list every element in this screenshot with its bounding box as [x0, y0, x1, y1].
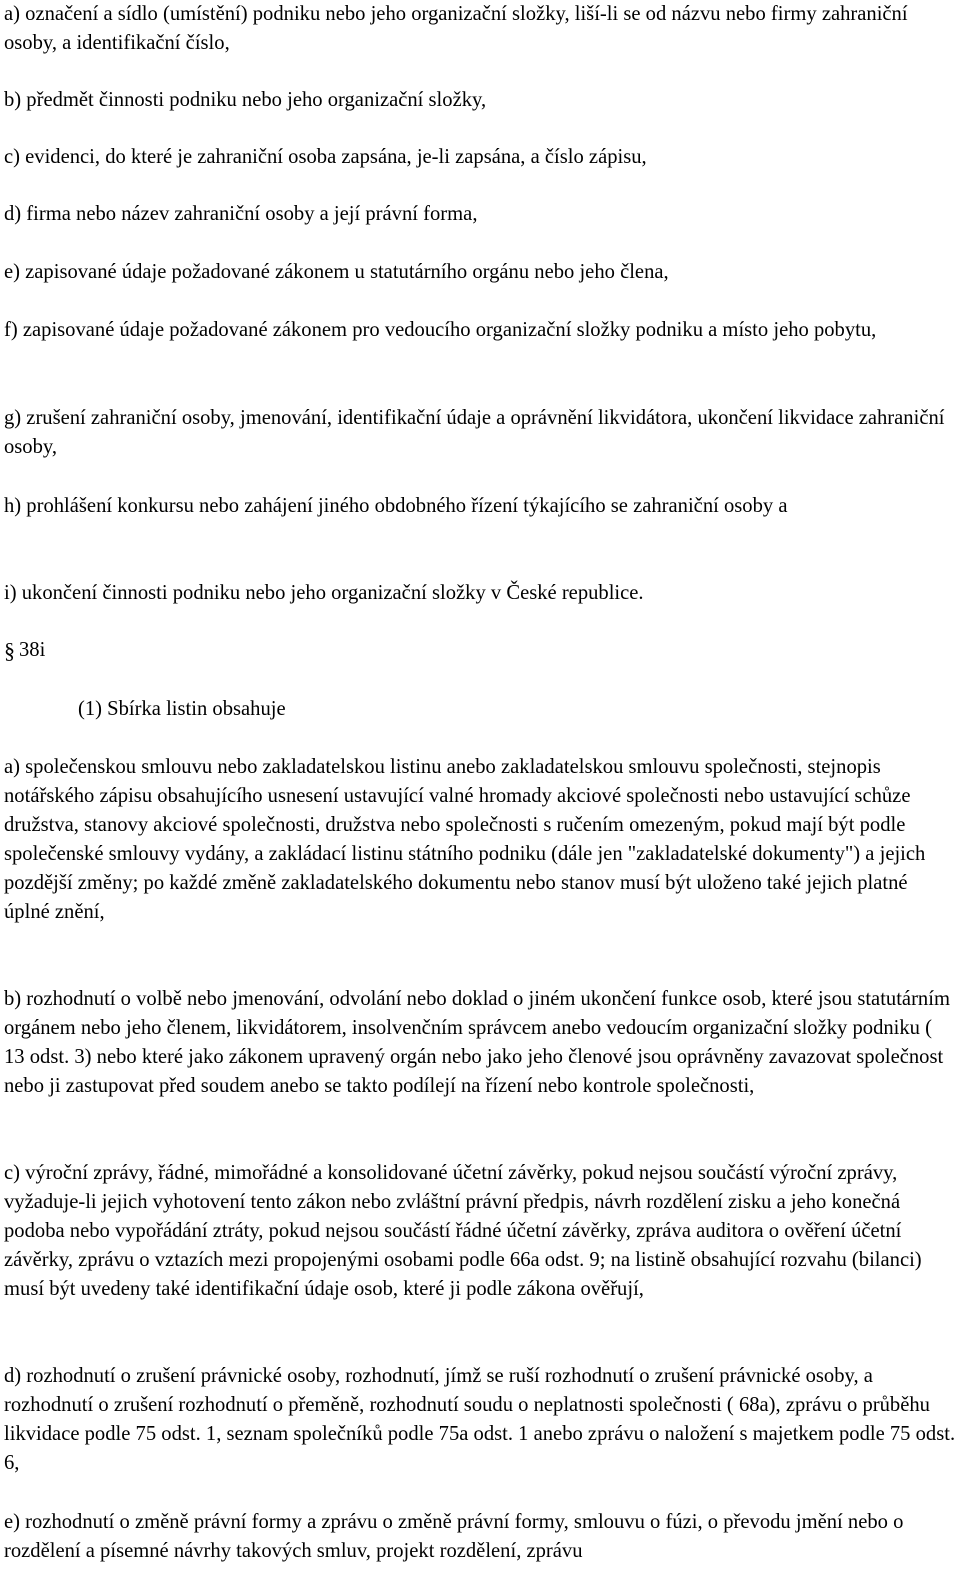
- paragraph-subheading: (1) Sbírka listin obsahuje: [78, 698, 286, 720]
- list-item-e: e) rozhodnutí o změně právní formy a zprávu o změně právní formy, smlouvu o fúzi, o převodu jmění nebo o rozdělení a písemné návrhy takových smluv, projekt rozdělení, zprávu: [4, 1511, 904, 1562]
- section-symbol: §: [4, 638, 15, 663]
- list-item-a: a) označení a sídlo (umístění) podniku nebo jeho organizační složky, liší-li se od názvu nebo firmy zahraniční osoby, a identifikační číslo,: [4, 3, 908, 54]
- list-item-b: b) předmět činnosti podniku nebo jeho organizační složky,: [4, 89, 487, 111]
- list-item-a: a) společenskou smlouvu nebo zakladatelskou listinu anebo zakladatelskou smlouvu společnosti, stejnopis notářského zápisu obsahujícího usnesení ustavující valné hromady akciové společnosti nebo ustavující schůze družstva, stanovy akciové společnosti, družstva nebo společnosti s ručením omezeným, pokud mají být podle společenské smlouvy vydány, a zakládací listinu státního podniku (dále jen "zakladatelské dokumenty") a jejich pozdější změny; po každé změně zakladatelského dokumentu nebo stanov musí být uloženo také jejich platné úplné znění,: [4, 756, 926, 923]
- list-item-g: g) zrušení zahraniční osoby, jmenování, identifikační údaje a oprávnění likvidátora, ukončení likvidace zahraniční osoby,: [4, 407, 945, 458]
- list-item-f: f) zapisované údaje požadované zákonem pro vedoucího organizační složky podniku a místo jeho pobytu,: [4, 319, 877, 341]
- section-heading: [4, 636, 45, 665]
- list-item-d: d) rozhodnutí o zrušení právnické osoby, rozhodnutí, jímž se ruší rozhodnutí o zrušení právnické osoby, a rozhodnutí o zrušení rozhodnutí o přeměně, rozhodnutí soudu o neplatnosti společnosti ( 68a), zprávu o průběhu likvidace podle 75 odst. 1, seznam společníků podle 75a odst. 1 anebo zprávu o naložení s majetkem podle 75 odst. 6,: [4, 1365, 956, 1474]
- list-item-e: e) zapisované údaje požadované zákonem u statutárního orgánu nebo jeho člena,: [4, 261, 669, 283]
- list-item-c: c) výroční zprávy, řádné, mimořádné a konsolidované účetní závěrky, pokud nejsou součástí výroční zprávy, vyžaduje-li jejich vyhotovení tento zákon nebo zvláštní právní předpis, návrh rozdělení zisku a jeho konečná podoba nebo vypořádání ztráty, pokud nejsou součástí řádné účetní závěrky, zpráva auditora o ověření účetní závěrky, zprávu o vztazích mezi propojenými osobami podle 66a odst. 9; na listině obsahující rozvahu (bilanci) musí být uvedeny také identifikační údaje osob, které ji podle zákona ověřují,: [4, 1162, 922, 1300]
- list-item-c: c) evidenci, do které je zahraniční osoba zapsána, je-li zapsána, a číslo zápisu,: [4, 146, 647, 168]
- list-item-d: d) firma nebo název zahraniční osoby a její právní forma,: [4, 203, 478, 225]
- list-item-i: i) ukončení činnosti podniku nebo jeho organizační složky v České republice.: [4, 582, 644, 604]
- section-number: 38i: [19, 639, 46, 661]
- list-item-h: h) prohlášení konkursu nebo zahájení jiného obdobného řízení týkajícího se zahraniční osoby a: [4, 495, 788, 517]
- list-item-b: b) rozhodnutí o volbě nebo jmenování, odvolání nebo doklad o jiném ukončení funkce osob, které jsou statutárním orgánem nebo jeho členem, likvidátorem, insolvenčním správcem anebo vedoucím organizační složky podniku ( 13 odst. 3) nebo které jako zákonem upravený orgán nebo jako jeho členové jsou oprávněny zavazovat společnost nebo ji zastupovat před soudem anebo se takto podílejí na řízení nebo kontrole společnosti,: [4, 988, 950, 1097]
